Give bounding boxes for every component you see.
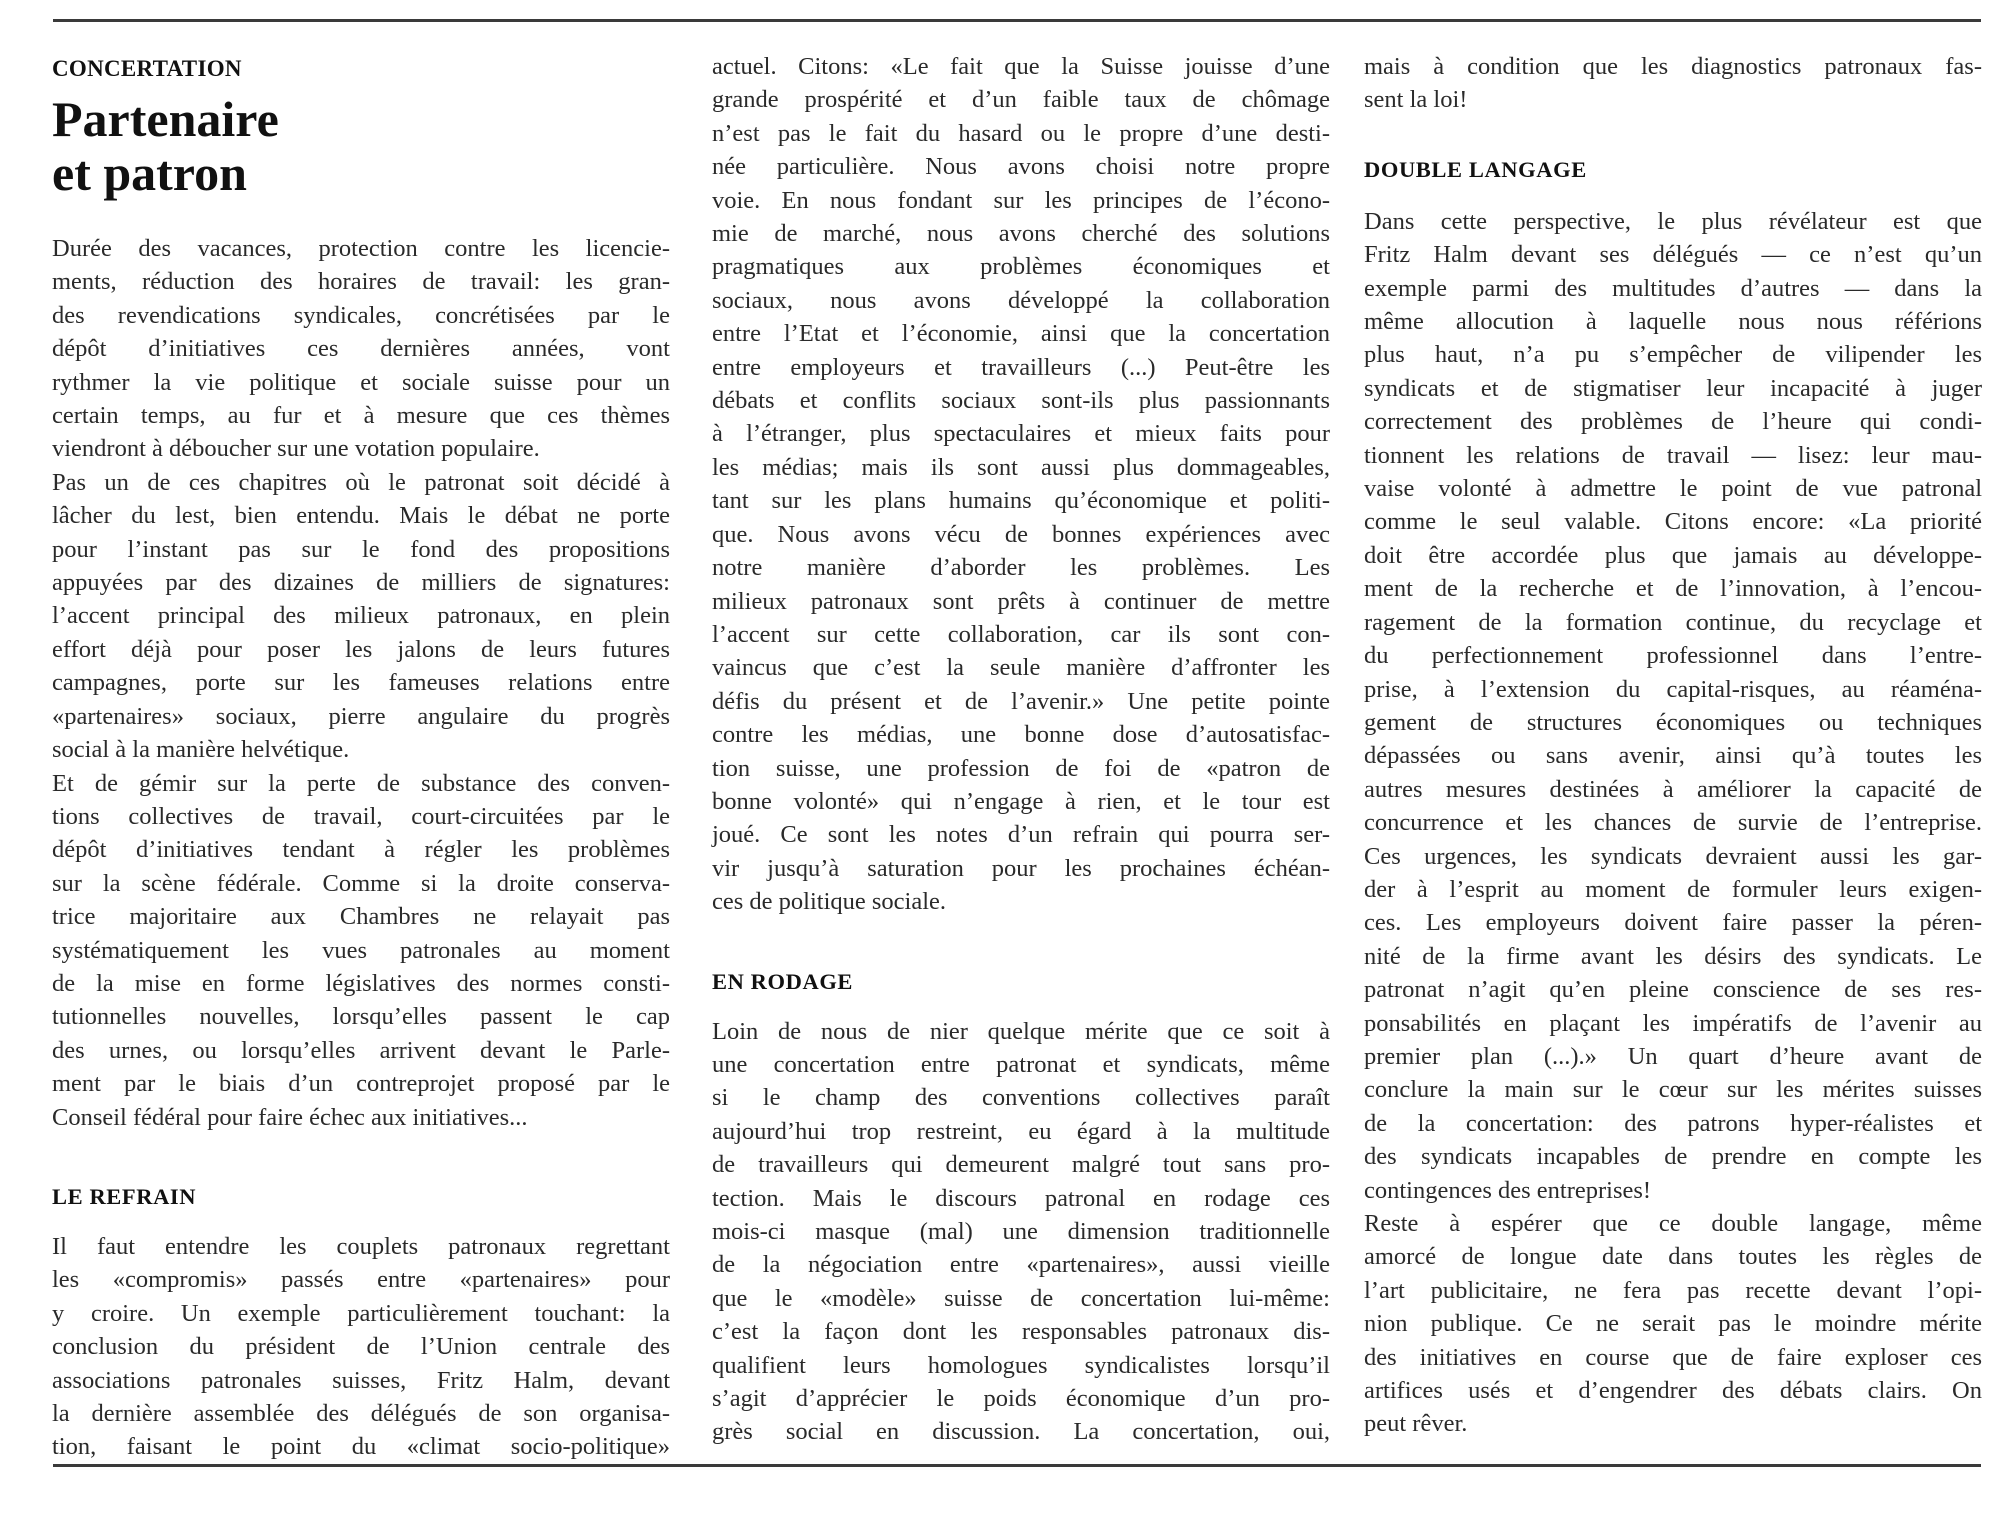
text-line: des urnes, ou lorsqu’elles arrivent devant le Parle- (52, 1036, 670, 1064)
text-line: grande prospérité et d’un faible taux de chômage (712, 86, 1330, 114)
text-line: effort déjà pour poser les jalons de leurs futures (52, 635, 670, 663)
text-line: entre employeurs et travailleurs (...) Peut-être les (712, 353, 1330, 381)
paragraph (52, 466, 670, 767)
title-line-2: et patron (52, 145, 247, 201)
text-line: l’accent principal des milieux patronaux, en plein (52, 602, 670, 630)
text-line: du perfectionnement professionnel dans l’entre- (1364, 642, 1982, 670)
text-line: milieux patronaux sont prêts à continuer de mettre (712, 587, 1330, 615)
text-line: ments, réduction des horaires de travail: les gran- (52, 268, 670, 296)
text-line: de travailleurs qui demeurent malgré tout sans pro- (712, 1151, 1330, 1179)
text-line: nité de la firme avant les désirs des syndicats. Le (1364, 942, 1982, 970)
text-line: une concertation entre patronat et syndicats, même (712, 1050, 1330, 1078)
column-2 (712, 50, 1330, 1449)
text-line: Fritz Halm devant ses délégués — ce n’est qu’un (1364, 241, 1982, 269)
article-title (52, 92, 670, 200)
text-line: peut rêver. (1364, 1410, 1468, 1438)
text-line: ces. Les employeurs doivent faire passer la péren- (1364, 909, 1982, 937)
text-line: n’est pas le fait du hasard ou le propre d’une desti- (712, 119, 1330, 147)
text-line: que. Nous avons vécu de bonnes expériences avec (712, 520, 1330, 548)
text-line: entre l’Etat et l’économie, ainsi que la concertation (712, 320, 1330, 348)
text-line: autres mesures destinées à améliorer la capacité de (1364, 775, 1982, 803)
text-line: tutionnelles nouvelles, lorsqu’elles passent le cap (52, 1003, 670, 1031)
column-body (52, 232, 670, 1464)
text-line: ment par le biais d’un contreprojet proposé par le (52, 1070, 670, 1098)
text-line: joué. Ce sont les notes d’un refrain qui pourra ser- (712, 821, 1330, 849)
text-line: vir jusqu’à saturation pour les prochaines échéan- (712, 854, 1330, 882)
text-line: social à la manière helvétique. (52, 736, 350, 764)
text-line: de la concertation: des patrons hyper-réalistes et (1364, 1109, 1982, 1137)
paragraph (52, 1230, 670, 1464)
text-line: comme le seul valable. Citons encore: «La priorité (1364, 508, 1982, 536)
paragraph (52, 767, 670, 1134)
paragraph (712, 1015, 1330, 1449)
text-line: trice majoritaire aux Chambres ne relayait pas (52, 903, 670, 931)
text-line: Dans cette perspective, le plus révélateur est que (1364, 207, 1982, 235)
text-line: associations patronales suisses, Fritz Halm, devant (52, 1366, 670, 1394)
text-line: correctement des problèmes de l’heure qui condi- (1364, 408, 1982, 436)
text-line: mais à condition que les diagnostics patronaux fas- (1364, 53, 1982, 80)
text-line: les «compromis» passés entre «partenaires» pour (52, 1266, 670, 1294)
text-line: Et de gémir sur la perte de substance des conven- (52, 769, 670, 797)
column-body (712, 50, 1330, 1449)
text-line: contre les médias, une bonne dose d’autosatisfac- (712, 721, 1330, 749)
text-line: des initiatives en course que de faire exploser ces (1364, 1343, 1982, 1371)
text-line: exemple parmi des multitudes d’autres — dans la (1364, 274, 1982, 302)
text-line: y croire. Un exemple particulièrement touchant: la (52, 1299, 670, 1327)
text-line: l’art publicitaire, ne fera pas recette devant l’opi- (1364, 1276, 1982, 1304)
text-line: grès social en discussion. La concertation, oui, (712, 1418, 1330, 1446)
text-line: pour l’instant pas sur le fond des propositions (52, 535, 670, 563)
text-line: voie. En nous fondant sur les principes de l’écono- (712, 186, 1330, 214)
text-line: campagnes, porte sur les fameuses relations entre (52, 669, 670, 697)
text-line: Reste à espérer que ce double langage, même (1364, 1210, 1982, 1237)
text-line: certain temps, au fur et à mesure que ces thèmes (52, 402, 670, 430)
paragraph (1364, 50, 1982, 117)
text-line: systématiquement les vues patronales au moment (52, 936, 670, 964)
text-line: conclure la main sur le cœur sur les mérites suisses (1364, 1076, 1982, 1104)
text-line: ponsabilités en plaçant les impératifs de l’avenir au (1364, 1009, 1982, 1037)
text-line: débats et conflits sociaux sont-ils plus passionnants (712, 387, 1330, 415)
text-line: prise, à l’extension du capital-risques, au réaména- (1364, 675, 1982, 703)
text-line: syndicats et de stigmatiser leur incapacité à juger (1364, 374, 1982, 402)
text-line: tionnent les relations de travail — lisez: leur mau- (1364, 441, 1982, 469)
text-line: sociaux, nous avons développé la collaboration (712, 286, 1330, 314)
text-line: appuyées par des dizaines de milliers de signatures: (52, 569, 670, 597)
text-line: amorcé de longue date dans toutes les règles de (1364, 1243, 1982, 1271)
text-line: Pas un de ces chapitres où le patronat soit décidé à (52, 468, 670, 496)
text-line: Il faut entendre les couplets patronaux regrettant (52, 1232, 670, 1260)
text-line: si le champ des conventions collectives paraît (712, 1084, 1330, 1112)
text-line: ment de la recherche et de l’innovation, à l’encou- (1364, 575, 1982, 603)
text-line: ces de politique sociale. (712, 888, 947, 916)
text-line: notre manière d’aborder les problèmes. Les (712, 554, 1330, 582)
paragraph (1364, 1207, 1982, 1441)
text-line: actuel. Citons: «Le fait que la Suisse jouisse d’une (712, 53, 1330, 80)
text-line: conclusion du président de l’Union centrale des (52, 1333, 670, 1361)
text-line: viendront à déboucher sur une votation populaire. (52, 435, 540, 463)
section-subheading: DOUBLE LANGAGE (1364, 156, 1587, 182)
paragraph (712, 50, 1330, 919)
text-line: de la négociation entre «partenaires», aussi vieille (712, 1251, 1330, 1279)
text-line: ragement de la formation continue, du recyclage et (1364, 608, 1982, 636)
text-line: Loin de nous de nier quelque mérite que ce soit à (712, 1017, 1330, 1045)
text-line: l’accent sur cette collaboration, car ils sont con- (712, 620, 1330, 648)
text-line: de la mise en forme législatives des normes consti- (52, 969, 670, 997)
text-line: tion suisse, une profession de foi de «patron de (712, 754, 1330, 782)
paragraph (1364, 205, 1982, 1207)
text-line: bonne volonté» qui n’engage à rien, et le tour est (712, 787, 1330, 815)
text-line: la dernière assemblée des délégués de son organisa- (52, 1400, 670, 1427)
text-line: pragmatiques aux problèmes économiques et (712, 253, 1330, 281)
text-line: tions collectives de travail, court-circuitées par le (52, 802, 670, 830)
text-line: dépassées ou sans avenir, ainsi qu’à toutes les (1364, 742, 1982, 770)
section-subheading: LE REFRAIN (52, 1183, 197, 1209)
text-line: mois-ci masque (mal) une dimension traditionnelle (712, 1218, 1330, 1245)
text-line: nion publique. Ce ne serait pas le moindre mérite (1364, 1310, 1982, 1338)
text-line: doit être accordée plus que jamais au développe- (1364, 541, 1982, 569)
kicker: CONCERTATION (52, 56, 242, 81)
text-line: sur la scène fédérale. Comme si la droite conserva- (52, 869, 670, 897)
text-line: plus haut, n’a pu s’empêcher de vilipender les (1364, 341, 1982, 369)
text-line: des revendications syndicales, concrétisées par le (52, 301, 670, 329)
text-line: patronat n’agit qu’en pleine conscience de ses res- (1364, 976, 1982, 1004)
text-line: dépôt d’initiatives ces dernières années, vont (52, 335, 670, 363)
section-subheading: EN RODAGE (712, 968, 854, 994)
text-line: gement de structures économiques ou techniques (1364, 708, 1982, 736)
paragraph (52, 232, 670, 466)
text-line: Durée des vacances, protection contre les licencie- (52, 235, 670, 262)
text-line: Conseil fédéral pour faire échec aux initiatives... (52, 1103, 528, 1131)
text-line: c’est la façon dont les responsables patronaux dis- (712, 1318, 1330, 1346)
text-line: que le «modèle» suisse de concertation lui-même: (712, 1284, 1330, 1312)
title-line-1: Partenaire (52, 91, 279, 147)
text-line: née particulière. Nous avons choisi notre propre (712, 153, 1330, 181)
text-line: les médias; mais ils sont aussi plus dommageables, (712, 453, 1330, 481)
text-line: s’agit d’apprécier le poids économique d’un pro- (712, 1385, 1330, 1413)
text-line: vaise volonté à admettre le point de vue patronal (1364, 475, 1982, 503)
text-line: premier plan (...).» Un quart d’heure avant de (1364, 1042, 1982, 1070)
text-line: contingences des entreprises! (1364, 1176, 1652, 1204)
text-line: tion, faisant le point du «climat socio-politique» (52, 1433, 670, 1461)
text-line: tant sur les plans humains qu’économique et politi- (712, 487, 1330, 515)
text-line: artifices usés et d’engendrer des débats clairs. On (1364, 1377, 1982, 1405)
text-line: aujourd’hui trop restreint, eu égard à la multitude (712, 1117, 1330, 1145)
top-rule (53, 19, 1981, 22)
text-line: sent la loi! (1364, 86, 1468, 114)
text-line: défis du présent et de l’avenir.» Une petite pointe (712, 687, 1330, 715)
text-line: des syndicats incapables de prendre en compte les (1364, 1143, 1982, 1171)
text-line: «partenaires» sociaux, pierre angulaire du progrès (52, 702, 670, 730)
text-line: rythmer la vie politique et sociale suisse pour un (52, 368, 670, 396)
text-line: concurrence et les chances de survie de l’entreprise. (1364, 809, 1982, 837)
text-line: vaincus que c’est la seule manière d’affronter les (712, 654, 1330, 682)
text-line: tection. Mais le discours patronal en rodage ces (712, 1184, 1330, 1212)
text-line: qualifient leurs homologues syndicalistes lorsqu’il (712, 1351, 1330, 1379)
column-3 (1364, 50, 1982, 1441)
text-line: même allocution à laquelle nous nous référions (1364, 308, 1982, 336)
column-body (1364, 50, 1982, 1441)
text-line: dépôt d’initiatives tendant à régler les problèmes (52, 836, 670, 864)
text-line: Ces urgences, les syndicats devraient aussi les gar- (1364, 842, 1982, 870)
column-1 (52, 50, 670, 1464)
text-line: lâcher du lest, bien entendu. Mais le débat ne porte (52, 502, 670, 530)
text-line: à l’étranger, plus spectaculaires et mieux faits pour (712, 420, 1330, 448)
bottom-rule (53, 1464, 1981, 1467)
text-line: mie de marché, nous avons cherché des solutions (712, 220, 1330, 248)
text-line: der à l’esprit au moment de formuler leurs exigen- (1364, 875, 1982, 903)
